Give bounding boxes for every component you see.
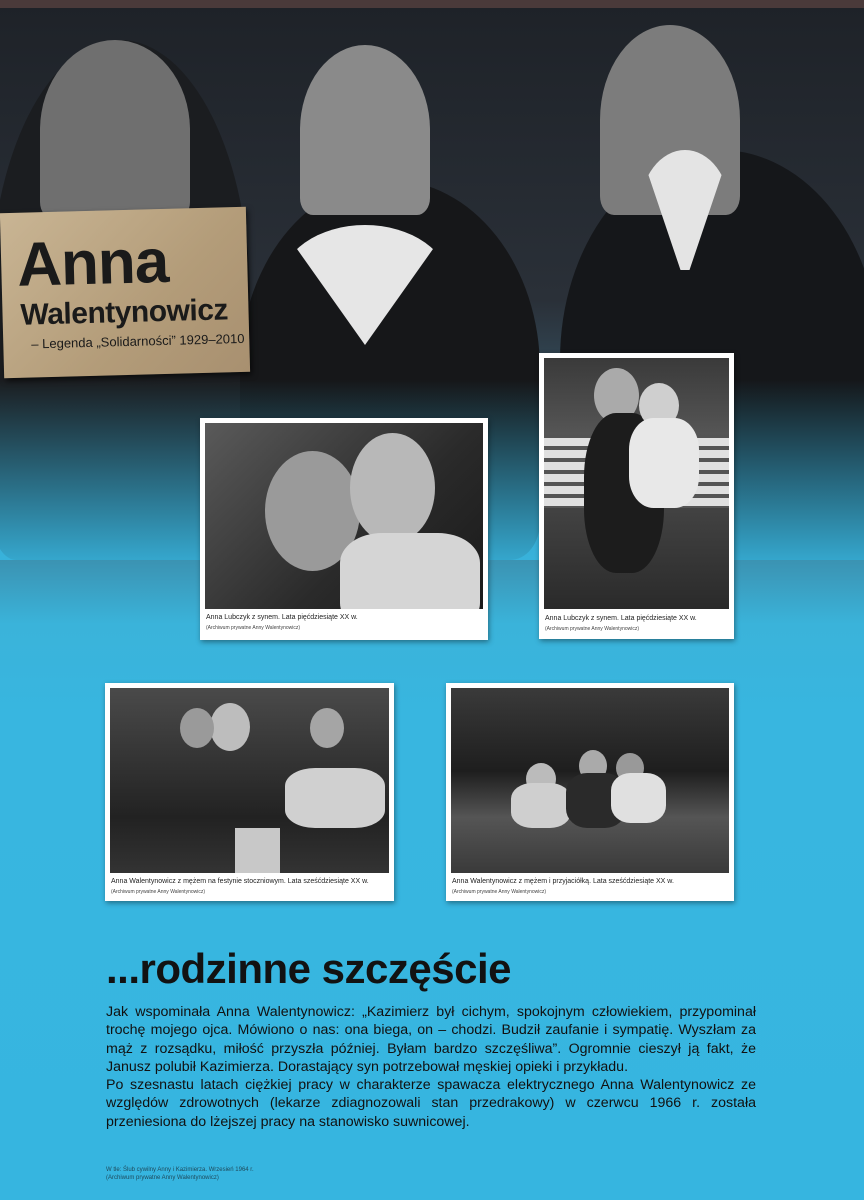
photo-source: (Archiwum prywatne Anny Walentynowicz): [206, 625, 301, 631]
section-body: [106, 1003, 756, 1131]
crowd-face: [310, 708, 344, 748]
paragraph: Jak wspominała Anna Walentynowicz: „Kazimierz był cichym, spokojnym człowiekiem, przypominał trochę mojego ojca. Mówiono o nas: ona biega, on – chodzi. Budził zaufanie i sympatię. Wyszłam za mąż z rozsądku, miłość przyszła później. Byłam bardzo szczęśliwa”. Ogromnie cieszył ją fakt, że Janusz polubił Kazimierza. Dorastający syn potrzebował męskiej opieki i przykładu.: [106, 1004, 756, 1075]
boy-shirt: [340, 533, 480, 609]
woman-face: [210, 703, 250, 751]
title-label: [0, 207, 250, 378]
photo-caption: Anna Lubczyk z synem. Lata pięćdziesiąte XX w.: [206, 614, 358, 621]
footnote-source: (Archiwum prywatne Anny Walentynowicz): [106, 1175, 219, 1181]
man-with-chain-head: [40, 40, 190, 220]
photo-image: [110, 688, 389, 873]
photo-image: [451, 688, 729, 873]
woman-figure: [511, 783, 571, 828]
photo-caption: Anna Lubczyk z synem. Lata pięćdziesiąte XX w.: [545, 615, 697, 622]
photo-picnic-friends: [446, 683, 734, 901]
title-last-name: Walentynowicz: [20, 293, 229, 332]
photo-image: [544, 358, 729, 609]
photo-source: (Archiwum prywatne Anny Walentynowicz): [545, 626, 640, 632]
photo-mother-son-bench: [539, 353, 734, 639]
kettle: [285, 768, 385, 828]
background-photo-credit: [106, 1166, 254, 1182]
photo-source: (Archiwum prywatne Anny Walentynowicz): [111, 889, 206, 895]
friend-figure: [611, 773, 666, 823]
box: [235, 828, 280, 873]
photo-caption: Anna Walentynowicz z mężem na festynie stoczniowym. Lata sześćdziesiąte XX w.: [111, 878, 369, 885]
footnote-caption: W tle: Ślub cywilny Anny i Kazimierza. Wrzesień 1964 r.: [106, 1167, 254, 1173]
paragraph: Po szesnastu latach ciężkiej pracy w charakterze spawacza elektrycznego Anna Walentynowicz ze względów zdrowotnych (lekarze zdiagnozowali stan przedrakowy) w czerwcu 1966 r. została przeniesiona do lżejszej pracy na stanowisko suwnicowej.: [106, 1077, 756, 1130]
photo-caption: Anna Walentynowicz z mężem i przyjaciółką. Lata sześćdziesiąte XX w.: [452, 878, 674, 885]
child-figure: [629, 418, 699, 508]
photo-shipyard-festival: [105, 683, 394, 901]
boy-face: [350, 433, 435, 543]
man-face: [180, 708, 214, 748]
title-subtitle: – Legenda „Solidarności” 1929–2010: [31, 330, 245, 352]
section-heading: ...rodzinne szczęście: [106, 945, 511, 992]
photo-mother-son-portrait: [200, 418, 488, 640]
photo-source: (Archiwum prywatne Anny Walentynowicz): [452, 889, 547, 895]
photo-image: [205, 423, 483, 609]
bride-head: [300, 45, 430, 215]
title-first-name: Anna: [16, 226, 170, 300]
